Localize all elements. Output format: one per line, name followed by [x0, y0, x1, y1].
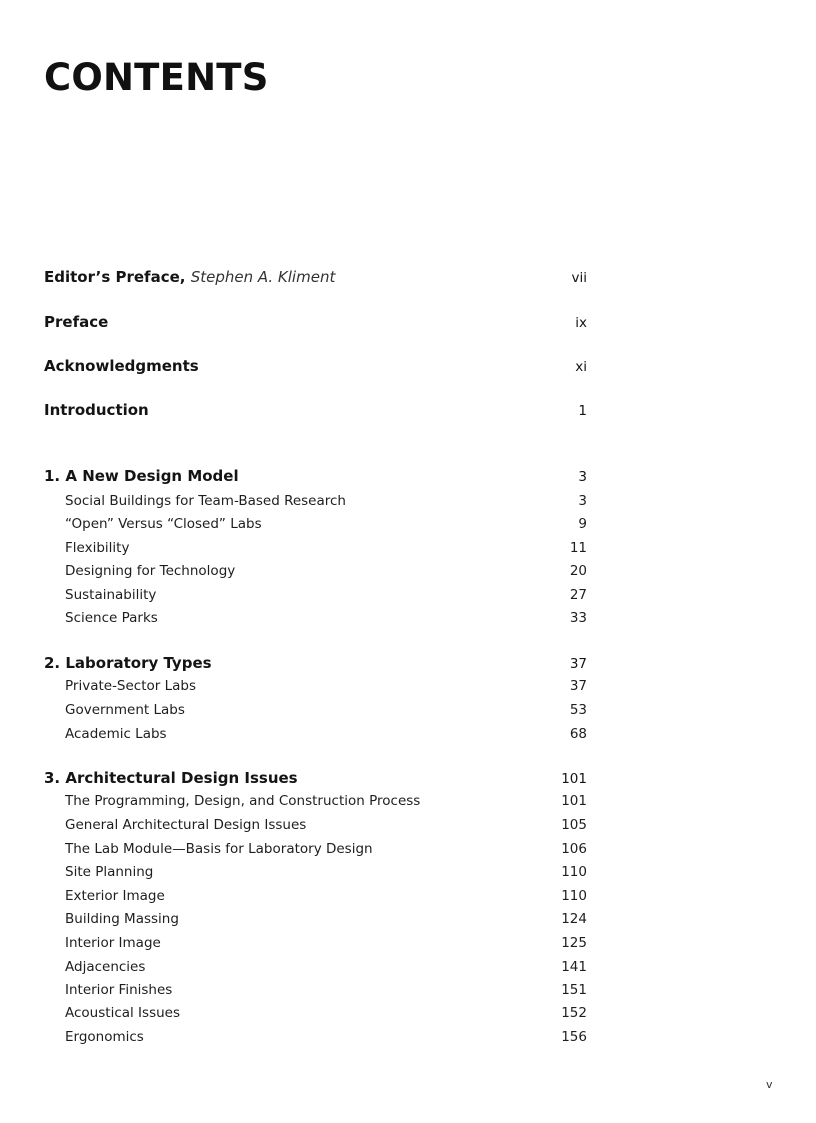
chapter-title: 1. A New Design Model [44, 467, 239, 485]
toc-entry-acknowledgments [44, 357, 587, 375]
section-label: Science Parks [65, 610, 158, 626]
section-page: 156 [561, 1029, 587, 1045]
section-label: Building Massing [65, 911, 179, 927]
toc-entry-page: 1 [578, 403, 587, 419]
section-label: Academic Labs [65, 726, 167, 742]
toc-entry-label: Introduction [44, 401, 149, 419]
toc-entry-label: Acknowledgments [44, 357, 199, 375]
section-label: Designing for Technology [65, 563, 236, 579]
toc-section [44, 1029, 587, 1045]
section-page: 106 [561, 841, 587, 857]
page-title: CONTENTS [44, 56, 269, 99]
toc-section [44, 864, 587, 880]
section-label: Exterior Image [65, 888, 165, 904]
toc-section [44, 493, 587, 509]
section-page: 9 [578, 516, 587, 532]
chapter-title: 2. Laboratory Types [44, 654, 212, 672]
chapter-title: 3. Architectural Design Issues [44, 769, 298, 787]
section-label: Adjacencies [65, 959, 146, 975]
toc-section [44, 793, 587, 809]
toc-entry-preface [44, 313, 587, 331]
toc-section [44, 935, 587, 951]
section-label: Flexibility [65, 540, 130, 556]
section-label: Site Planning [65, 864, 154, 880]
section-page: 68 [569, 726, 587, 742]
section-label: Interior Image [65, 935, 161, 951]
toc-entry-page: ix [575, 315, 587, 331]
toc-section [44, 911, 587, 927]
section-page: 27 [569, 587, 587, 603]
toc-section [44, 982, 587, 998]
section-page: 20 [569, 563, 587, 579]
section-page: 105 [561, 817, 587, 833]
section-label: Acoustical Issues [65, 1005, 180, 1021]
toc-section [44, 841, 587, 857]
section-label: The Lab Module—Basis for Laboratory Design [65, 841, 373, 857]
toc-section [44, 563, 587, 579]
section-label: General Architectural Design Issues [65, 817, 307, 833]
chapter-page: 101 [561, 771, 587, 787]
section-page: 11 [569, 540, 587, 556]
toc-entry-editors-preface [44, 268, 587, 286]
toc-section [44, 540, 587, 556]
section-label: The Programming, Design, and Construction Process [65, 793, 421, 809]
section-page: 101 [561, 793, 587, 809]
chapter-page: 3 [578, 469, 587, 485]
toc-chapter-2 [44, 654, 587, 672]
section-page: 124 [561, 911, 587, 927]
toc-entry-author: Stephen A. Kliment [190, 268, 336, 286]
section-page: 152 [561, 1005, 587, 1021]
section-page: 3 [578, 493, 587, 509]
toc-chapter-1 [44, 467, 587, 485]
toc-section [44, 726, 587, 742]
toc-section [44, 817, 587, 833]
toc-section [44, 587, 587, 603]
section-page: 37 [569, 678, 587, 694]
section-label: Sustainability [65, 587, 157, 603]
toc-chapter-3 [44, 769, 587, 787]
section-page: 33 [569, 610, 587, 626]
toc-section [44, 516, 587, 532]
section-page: 110 [561, 888, 587, 904]
section-label: Ergonomics [65, 1029, 144, 1045]
toc-section [44, 610, 587, 626]
toc-section [44, 702, 587, 718]
section-label: Private-Sector Labs [65, 678, 197, 694]
section-page: 53 [569, 702, 587, 718]
section-page: 110 [561, 864, 587, 880]
toc-entry-introduction [44, 401, 587, 419]
toc-section [44, 888, 587, 904]
section-label: Interior Finishes [65, 982, 173, 998]
section-label: Government Labs [65, 702, 185, 718]
section-page: 151 [561, 982, 587, 998]
toc-section [44, 959, 587, 975]
chapter-page: 37 [569, 656, 587, 672]
section-page: 125 [561, 935, 587, 951]
section-label: Social Buildings for Team-Based Research [65, 493, 346, 509]
page-number: v [766, 1078, 773, 1091]
section-page: 141 [561, 959, 587, 975]
toc-entry-label: Editor’s Preface, [44, 268, 186, 286]
toc-entry-page: xi [575, 359, 587, 375]
toc-section [44, 678, 587, 694]
toc-entry-page: vii [571, 270, 587, 286]
toc-section [44, 1005, 587, 1021]
toc-entry-label: Preface [44, 313, 109, 331]
section-label: “Open” Versus “Closed” Labs [65, 516, 262, 532]
